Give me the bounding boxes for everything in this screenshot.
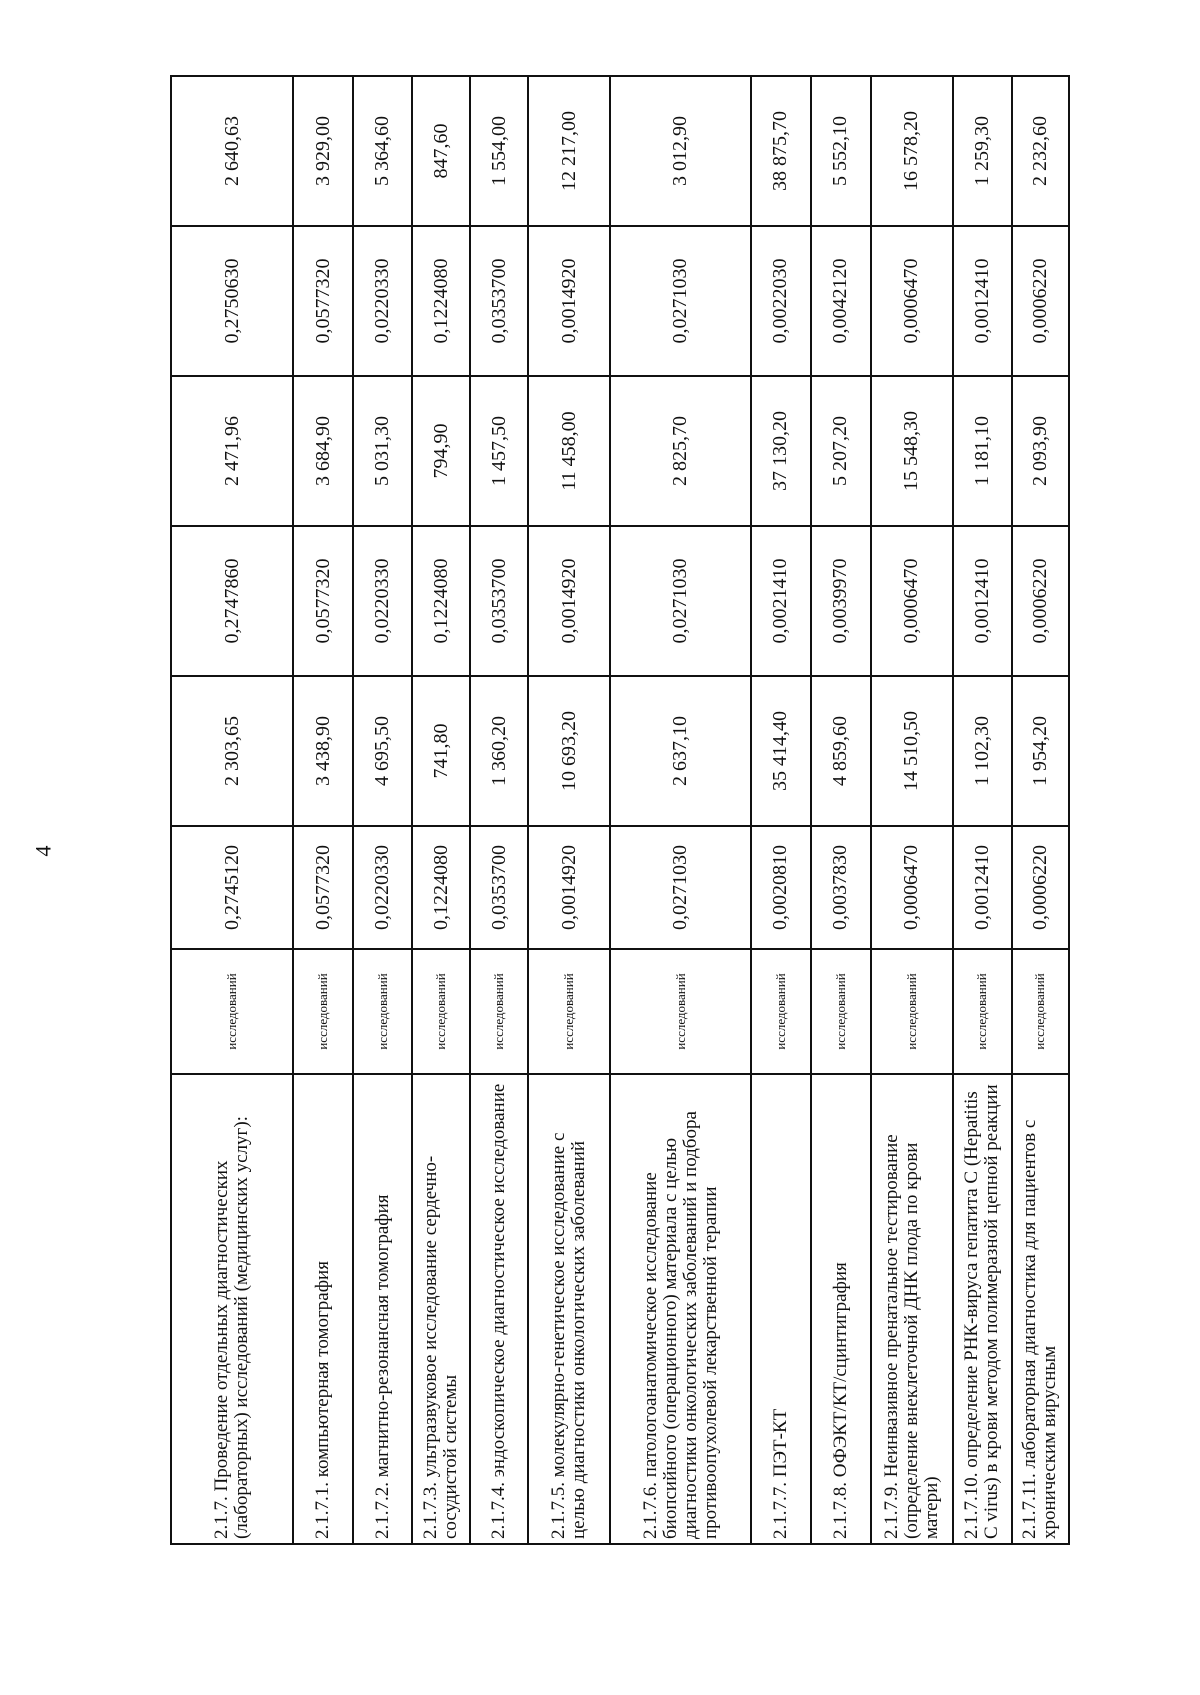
value-2024-cost: 2 093,90 xyxy=(1012,376,1069,526)
value-2025-cost: 2 232,60 xyxy=(1012,76,1069,226)
row-name: 2.1.7.10. определение РНК-вируса гепатита С (Hepatitis C virus) в крови методом полимеразной цепной реакции xyxy=(953,1074,1012,1544)
row-name: 2.1.7.1. компьютерная томография xyxy=(293,1074,353,1544)
value-2024-volume: 0,0006470 xyxy=(871,526,953,676)
table-row xyxy=(293,76,353,1544)
table-row xyxy=(528,76,610,1544)
value-2024-volume: 0,0577320 xyxy=(293,526,353,676)
value-2024-cost: 3 684,90 xyxy=(293,376,353,526)
value-2023-cost: 2 303,65 xyxy=(171,676,293,826)
row-unit: исследований xyxy=(412,949,470,1074)
row-name: 2.1.7.6. патологоанатомическое исследование биопсийного (операционного) материала с целью диагностики онкологических заболеваний и подбора противоопухолевой лекарственной терапии xyxy=(610,1074,750,1544)
value-2025-volume: 0,2750630 xyxy=(171,226,293,376)
value-2024-volume: 0,0012410 xyxy=(953,526,1012,676)
value-2025-cost: 3 929,00 xyxy=(293,76,353,226)
value-2024-cost: 2 825,70 xyxy=(610,376,750,526)
row-unit: исследований xyxy=(811,949,871,1074)
value-2023-cost: 4 859,60 xyxy=(811,676,871,826)
value-2023-cost: 1 102,30 xyxy=(953,676,1012,826)
value-2023-volume: 0,0577320 xyxy=(293,826,353,949)
value-2023-cost: 14 510,50 xyxy=(871,676,953,826)
table-row xyxy=(751,76,811,1544)
value-2025-volume: 0,0006470 xyxy=(871,226,953,376)
value-2023-volume: 0,0037830 xyxy=(811,826,871,949)
row-unit: исследований xyxy=(1012,949,1069,1074)
value-2025-cost: 5 552,10 xyxy=(811,76,871,226)
value-2023-cost: 741,80 xyxy=(412,676,470,826)
row-name: 2.1.7.3. ультразвуковое исследование сердечно-сосудистой системы xyxy=(412,1074,470,1544)
table-row xyxy=(412,76,470,1544)
value-2024-volume: 0,2747860 xyxy=(171,526,293,676)
value-2025-cost: 1 259,30 xyxy=(953,76,1012,226)
value-2025-volume: 0,1224080 xyxy=(412,226,470,376)
value-2024-volume: 0,1224080 xyxy=(412,526,470,676)
row-unit: исследований xyxy=(293,949,353,1074)
value-2025-volume: 0,0220330 xyxy=(353,226,412,376)
value-2023-cost: 35 414,40 xyxy=(751,676,811,826)
value-2023-cost: 3 438,90 xyxy=(293,676,353,826)
value-2024-cost: 5 207,20 xyxy=(811,376,871,526)
page-number: 4 xyxy=(30,845,56,857)
value-2023-volume: 0,0220330 xyxy=(353,826,412,949)
value-2024-volume: 0,0039970 xyxy=(811,526,871,676)
row-unit: исследований xyxy=(751,949,811,1074)
row-name: 2.1.7.9. Неинвазивное пренатальное тестирование (определение внеклеточной ДНК плода по крови матери) xyxy=(871,1074,953,1544)
table-row xyxy=(470,76,528,1544)
value-2023-volume: 0,0006220 xyxy=(1012,826,1069,949)
value-2025-cost: 3 012,90 xyxy=(610,76,750,226)
value-2024-cost: 794,90 xyxy=(412,376,470,526)
value-2024-volume: 0,0021410 xyxy=(751,526,811,676)
table-row xyxy=(610,76,750,1544)
value-2023-volume: 0,0353700 xyxy=(470,826,528,949)
value-2024-cost: 15 548,30 xyxy=(871,376,953,526)
value-2023-volume: 0,0006470 xyxy=(871,826,953,949)
value-2024-cost: 11 458,00 xyxy=(528,376,610,526)
value-2024-volume: 0,0014920 xyxy=(528,526,610,676)
value-2023-volume: 0,0012410 xyxy=(953,826,1012,949)
value-2025-volume: 0,0353700 xyxy=(470,226,528,376)
value-2025-volume: 0,0012410 xyxy=(953,226,1012,376)
value-2024-cost: 1 181,10 xyxy=(953,376,1012,526)
value-2023-volume: 0,0020810 xyxy=(751,826,811,949)
value-2025-cost: 5 364,60 xyxy=(353,76,412,226)
rotated-table-container xyxy=(170,77,1070,1545)
row-name: 2.1.7.2. магнитно-резонансная томография xyxy=(353,1074,412,1544)
value-2023-volume: 0,2745120 xyxy=(171,826,293,949)
value-2023-cost: 1 954,20 xyxy=(1012,676,1069,826)
value-2025-cost: 38 875,70 xyxy=(751,76,811,226)
value-2025-cost: 16 578,20 xyxy=(871,76,953,226)
value-2023-volume: 0,0271030 xyxy=(610,826,750,949)
value-2023-cost: 1 360,20 xyxy=(470,676,528,826)
value-2024-volume: 0,0006220 xyxy=(1012,526,1069,676)
row-unit: исследований xyxy=(353,949,412,1074)
row-name: 2.1.7. Проведение отдельных диагностических (лабораторных) исследований (медицинских услуг): xyxy=(171,1074,293,1544)
value-2025-volume: 0,0006220 xyxy=(1012,226,1069,376)
value-2025-volume: 0,0042120 xyxy=(811,226,871,376)
row-name: 2.1.7.4. эндоскопическое диагностическое исследование xyxy=(470,1074,528,1544)
value-2024-volume: 0,0353700 xyxy=(470,526,528,676)
row-unit: исследований xyxy=(871,949,953,1074)
value-2024-cost: 5 031,30 xyxy=(353,376,412,526)
tariff-table xyxy=(170,75,1070,1545)
value-2025-volume: 0,0014920 xyxy=(528,226,610,376)
row-unit: исследований xyxy=(610,949,750,1074)
value-2024-cost: 2 471,96 xyxy=(171,376,293,526)
row-name: 2.1.7.7. ПЭТ-КТ xyxy=(751,1074,811,1544)
table-row xyxy=(1012,76,1069,1544)
row-name: 2.1.7.8. ОФЭКТ/КТ/сцинтиграфия xyxy=(811,1074,871,1544)
value-2024-cost: 37 130,20 xyxy=(751,376,811,526)
row-unit: исследований xyxy=(528,949,610,1074)
value-2025-cost: 847,60 xyxy=(412,76,470,226)
row-unit: исследований xyxy=(953,949,1012,1074)
row-name: 2.1.7.11. лабораторная диагностика для пациентов с хроническим вирусным xyxy=(1012,1074,1069,1544)
value-2023-volume: 0,1224080 xyxy=(412,826,470,949)
value-2023-volume: 0,0014920 xyxy=(528,826,610,949)
row-name: 2.1.7.5. молекулярно-генетическое исследование с целью диагностики онкологических заболеваний xyxy=(528,1074,610,1544)
value-2025-cost: 12 217,00 xyxy=(528,76,610,226)
value-2023-cost: 10 693,20 xyxy=(528,676,610,826)
row-unit: исследований xyxy=(470,949,528,1074)
row-unit: исследований xyxy=(171,949,293,1074)
value-2024-volume: 0,0271030 xyxy=(610,526,750,676)
table-row xyxy=(811,76,871,1544)
value-2025-volume: 0,0271030 xyxy=(610,226,750,376)
value-2025-cost: 1 554,00 xyxy=(470,76,528,226)
table-row xyxy=(953,76,1012,1544)
value-2023-cost: 2 637,10 xyxy=(610,676,750,826)
value-2024-cost: 1 457,50 xyxy=(470,376,528,526)
value-2023-cost: 4 695,50 xyxy=(353,676,412,826)
value-2024-volume: 0,0220330 xyxy=(353,526,412,676)
value-2025-cost: 2 640,63 xyxy=(171,76,293,226)
table-row xyxy=(171,76,293,1544)
table-row xyxy=(353,76,412,1544)
value-2025-volume: 0,0022030 xyxy=(751,226,811,376)
table-row xyxy=(871,76,953,1544)
value-2025-volume: 0,0577320 xyxy=(293,226,353,376)
